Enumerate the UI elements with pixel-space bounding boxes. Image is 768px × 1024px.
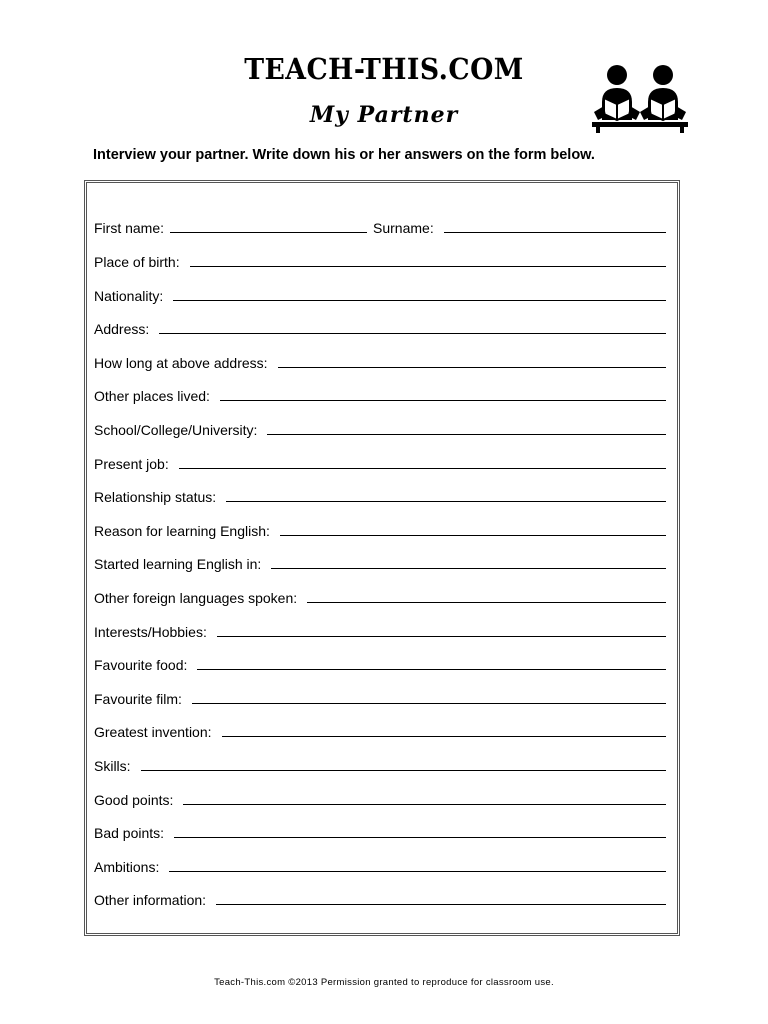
form-field-label: Present job:: [94, 455, 169, 472]
form-row: [94, 584, 666, 606]
footer-copyright: Teach-This.com ©2013 Permission granted to reproduce for classroom use.: [214, 977, 554, 988]
form-answer-line[interactable]: [190, 265, 666, 267]
form-row: [94, 450, 666, 472]
form-field-label: Address:: [94, 321, 150, 338]
form-row: [94, 483, 666, 505]
form-row: [94, 819, 666, 841]
form-row: [94, 718, 666, 740]
form-row: [94, 752, 666, 774]
two-readers-icon: [590, 62, 690, 134]
form-row: [94, 550, 666, 572]
form-answer-line[interactable]: [197, 668, 666, 670]
form-row: [94, 685, 666, 707]
form-answer-line[interactable]: [192, 702, 666, 704]
form-field-label: Skills:: [94, 758, 131, 774]
form-row: [94, 651, 666, 673]
site-title: TEACH-THIS.COM: [244, 52, 524, 86]
form-answer-line[interactable]: [159, 332, 666, 334]
form-field-label: Bad points:: [94, 825, 165, 842]
form-answer-line[interactable]: [307, 601, 666, 603]
form-field-label: Place of birth:: [94, 254, 180, 270]
form-field-label: Favourite food:: [94, 657, 188, 674]
form-field-label: Other information:: [94, 892, 207, 909]
form-field-label: Reason for learning English:: [94, 522, 270, 539]
form-answer-line[interactable]: [173, 299, 666, 301]
surname-label: Surname:: [373, 220, 434, 236]
surname-answer-line[interactable]: [444, 231, 666, 233]
form-answer-line[interactable]: [141, 769, 666, 771]
form-field-label: Ambitions:: [94, 858, 160, 875]
form-field-label: Started learning English in:: [94, 556, 262, 573]
form-field-label: Relationship status:: [94, 489, 217, 506]
first-name-answer-line[interactable]: [170, 231, 367, 233]
form-answer-line[interactable]: [216, 903, 666, 905]
form-field-label: Other foreign languages spoken:: [94, 590, 298, 606]
form-answer-line[interactable]: [280, 534, 666, 536]
form-field-label: Favourite film:: [94, 690, 182, 707]
form-field-label: Interests/Hobbies:: [94, 623, 207, 640]
form-field-label: Greatest invention:: [94, 724, 212, 741]
form-field-label: Good points:: [94, 791, 174, 808]
form-answer-line[interactable]: [267, 433, 666, 435]
form-row-name: [94, 214, 666, 236]
form-row: [94, 248, 666, 270]
form-row: [94, 517, 666, 539]
form-row: [94, 886, 666, 908]
form-answer-line[interactable]: [179, 467, 666, 469]
form-row: [94, 282, 666, 304]
form-answer-line[interactable]: [174, 836, 666, 838]
first-name-label: First name:: [94, 220, 165, 236]
form-row: [94, 382, 666, 404]
form-field-label: Nationality:: [94, 287, 164, 304]
form-answer-line[interactable]: [278, 366, 666, 368]
form-row: [94, 786, 666, 808]
form-answer-line[interactable]: [217, 635, 666, 637]
form-answer-line[interactable]: [226, 500, 666, 502]
instructions-text: Interview your partner. Write down his or her answers on the form below.: [93, 147, 595, 163]
form-row: [94, 618, 666, 640]
form-answer-line[interactable]: [271, 567, 666, 569]
form-answer-line[interactable]: [169, 870, 666, 872]
worksheet-subtitle: My Partner: [309, 102, 459, 128]
form-field-label: Other places lived:: [94, 388, 210, 405]
partner-form: [84, 180, 680, 936]
form-field-label: How long at above address:: [94, 354, 268, 371]
form-answer-line[interactable]: [183, 803, 666, 805]
form-field-label: School/College/University:: [94, 422, 258, 438]
form-row: [94, 853, 666, 875]
form-row: [94, 416, 666, 438]
form-row: [94, 349, 666, 371]
form-row: [94, 315, 666, 337]
form-answer-line[interactable]: [220, 399, 666, 401]
form-answer-line[interactable]: [222, 735, 666, 737]
